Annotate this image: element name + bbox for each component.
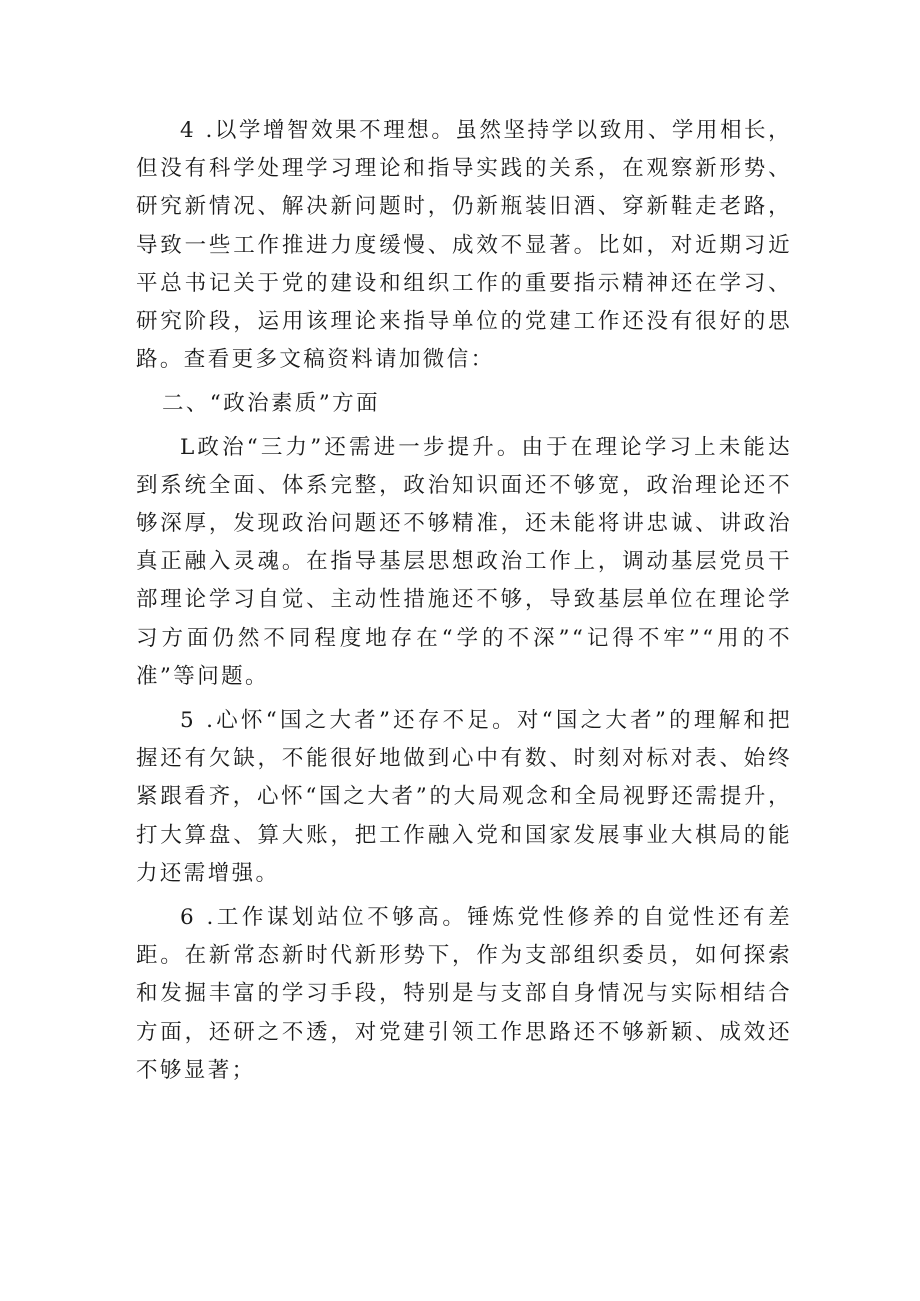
section-heading-political-quality: 二、“政治素质”方面 bbox=[162, 391, 380, 417]
paragraph-work-planning: 6 .工作谋划站位不够高。锤炼党性修养的自觉性还有差距。在新常态新时代新形势下，作为支部组织委员，如何探索和发掘丰富的学习手段，特别是与支部自身情况与实际相结合方面，还研之不透，对党建引领工作思路还不够新颖、成效还不够显著； bbox=[136, 905, 792, 1083]
paragraph-learning-effect: 4 .以学增智效果不理想。虽然坚持学以致用、学用相长，但没有科学处理学习理论和指导实践的关系，在观察新形势、研究新情况、解决新问题时，仍新瓶装旧酒、穿新鞋走老路，导致一些工作推进力度缓慢、成效不显著。比如，对近期习近平总书记关于党的建设和组织工作的重要指示精神还在学习、研究阶段，运用该理论来指导单位的党建工作还没有很好的思路。查看更多文稿资料请加微信： bbox=[136, 118, 792, 373]
paragraph-political-three-abilities: L政治“三力”还需进一步提升。由于在理论学习上未能达到系统全面、体系完整，政治知识面还不够宽，政治理论还不够深厚，发现政治问题还不够精准，还未能将讲忠诚、讲政治真正融入灵魂。在指导基层思想政治工作上，调动基层党员干部理论学习自觉、主动性措施还不够，导致基层单位在理论学习方面仍然不同程度地存在“学的不深”“记得不牢”“用的不准”等问题。 bbox=[136, 434, 792, 689]
document-page bbox=[136, 112, 792, 1090]
paragraph-national-interest: 5 .心怀“国之大者”还存不足。对“国之大者”的理解和把握还有欠缺，不能很好地做到心中有数、时刻对标对表、始终紧跟看齐，心怀“国之大者”的大局观念和全局视野还需提升，打大算盘、算大账，把工作融入党和国家发展事业大棋局的能力还需增强。 bbox=[136, 708, 792, 886]
